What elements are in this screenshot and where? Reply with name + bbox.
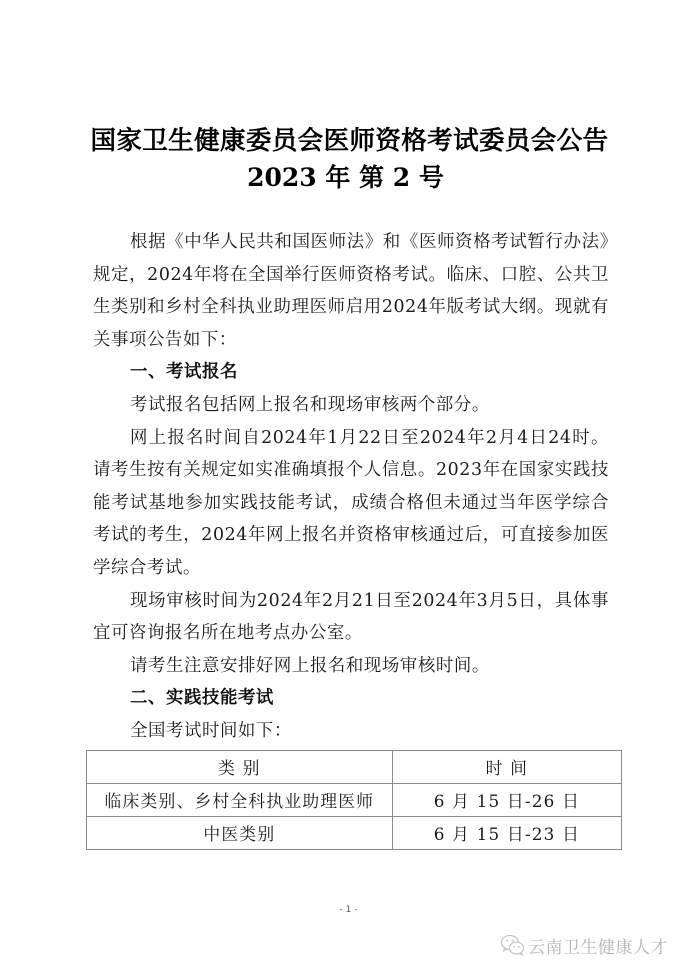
cell-time: 6 月 15 日-26 日 xyxy=(392,784,621,817)
page-number: - 1 - xyxy=(339,905,358,915)
cell-time: 6 月 15 日-23 日 xyxy=(392,817,621,850)
wechat-watermark xyxy=(500,932,668,958)
notice-number: 2023 年 第 2 号 xyxy=(247,163,444,192)
exam-schedule-table xyxy=(86,750,622,850)
table-header-row xyxy=(87,751,622,784)
table-row xyxy=(87,817,622,850)
registration-overview-paragraph: 考试报名包括网上报名和现场审核两个部分。 xyxy=(130,394,490,415)
wechat-icon xyxy=(500,934,526,956)
section-heading-practical-exam: 二、实践技能考试 xyxy=(130,688,274,709)
online-registration-paragraph: 网上报名时间自2024年1月22日至2024年2月4日24时。请考生按有关规定如实准确填报个人信息。2023年在国家实践技能考试基地参加实践技能考试，成绩合格但未通过当年医学综合考试的考生，2024年网上报名并资格审核通过后，可直接参加医学综合考试。 xyxy=(93,427,609,578)
notice-title: 国家卫生健康委员会医师资格考试委员会公告 xyxy=(90,126,609,156)
header-category: 类 别 xyxy=(87,751,393,784)
section-heading-registration: 一、考试报名 xyxy=(130,362,238,383)
exam-time-intro-paragraph: 全国考试时间如下： xyxy=(130,720,292,741)
reminder-paragraph: 请考生注意安排好网上报名和现场审核时间。 xyxy=(130,655,490,676)
intro-paragraph: 根据《中华人民共和国医师法》和《医师资格考试暂行办法》规定，2024年将在全国举行医师资格考试。临床、口腔、公共卫生类别和乡村全科执业助理医师启用2024年版考试大纲。现就有关事项公告如下： xyxy=(93,232,609,350)
onsite-review-paragraph: 现场审核时间为2024年2月21日至2024年3月5日，具体事宜可咨询报名所在地考点办公室。 xyxy=(93,590,609,644)
table-row xyxy=(87,784,622,817)
cell-category: 中医类别 xyxy=(87,817,393,850)
cell-category: 临床类别、乡村全科执业助理医师 xyxy=(87,784,393,817)
notice-body xyxy=(93,226,609,748)
watermark-text: 云南卫生健康人才 xyxy=(528,937,668,958)
header-time: 时 间 xyxy=(392,751,621,784)
